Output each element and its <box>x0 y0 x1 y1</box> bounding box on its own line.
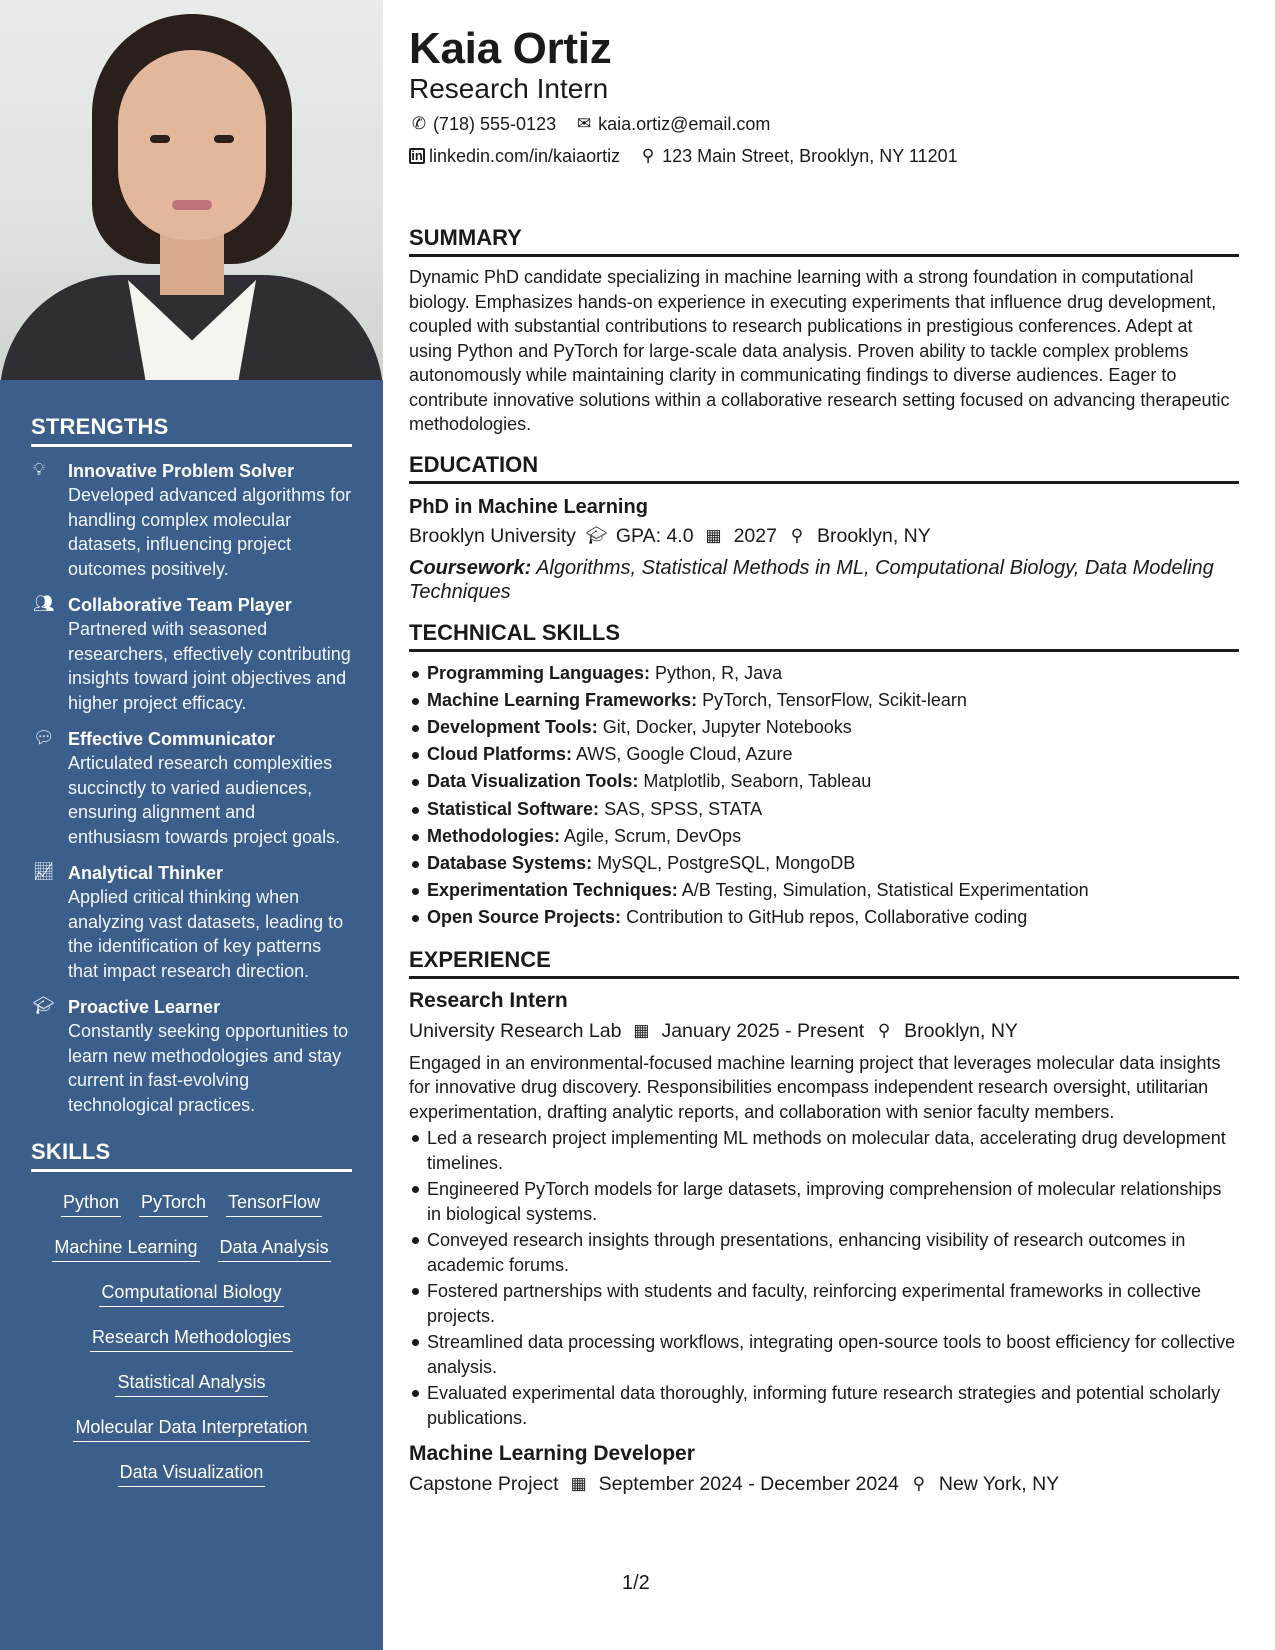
candidate-role: Research Intern <box>409 73 609 104</box>
skills-heading: SKILLS <box>31 1129 352 1172</box>
strength-item <box>31 593 352 715</box>
linkedin-text: linkedin.com/in/kaiaortiz <box>429 146 621 166</box>
skill-values: Matplotlib, Seaborn, Tableau <box>643 771 872 792</box>
technical-skill-item <box>409 904 1239 931</box>
strength-description: Articulated research complexities succinctly to varied audiences, ensuring alignment and enthusiasm towards project goals. <box>68 753 341 847</box>
job-meta <box>409 1470 1239 1498</box>
skill-values: MySQL, PostgreSQL, MongoDB <box>597 852 856 873</box>
skill-tag: Computational Biology <box>99 1280 283 1307</box>
strengths-list <box>31 459 352 1117</box>
skill-values: A/B Testing, Simulation, Statistical Experimentation <box>681 880 1089 901</box>
skill-values: Agile, Scrum, DevOps <box>564 825 742 846</box>
sidebar <box>0 0 383 1650</box>
skill-tag: Data Visualization <box>118 1460 266 1487</box>
strength-text <box>68 861 352 983</box>
skill-category: Cloud Platforms: <box>427 744 573 765</box>
job-bullet: Streamlined data processing workflows, integrating open-source tools to boost efficiency for collective analysis. <box>409 1330 1239 1379</box>
job-location: Brooklyn, NY <box>904 1019 1018 1042</box>
skill-row <box>31 1407 352 1452</box>
skill-category: Statistical Software: <box>427 798 600 819</box>
skill-category: Programming Languages: <box>427 662 651 683</box>
summary-heading: SUMMARY <box>409 224 1239 257</box>
technical-skill-item <box>409 877 1239 904</box>
skill-tag: Python <box>61 1190 121 1217</box>
calendar-icon: ▦ <box>705 525 722 545</box>
coursework <box>409 556 1239 605</box>
linkedin-contact[interactable] <box>409 144 620 168</box>
graduation-year: 2027 <box>733 524 777 547</box>
job-title: Machine Learning Developer <box>409 1442 695 1466</box>
skill-tag: Molecular Data Interpretation <box>73 1415 309 1442</box>
strength-title: Collaborative Team Player <box>68 595 292 615</box>
skill-values: AWS, Google Cloud, Azure <box>576 744 793 765</box>
strength-item <box>31 861 352 983</box>
job-bullet: Fostered partnerships with students and faculty, reinforcing experimental frameworks in collective projects. <box>409 1279 1239 1328</box>
skill-values: Git, Docker, Jupyter Notebooks <box>602 716 852 737</box>
map-marker-icon: ⚲ <box>790 525 804 545</box>
technical-skill-item <box>409 714 1239 741</box>
skill-tag: Data Analysis <box>218 1235 331 1262</box>
graduation-cap-icon: 🎓︎ <box>33 996 55 1015</box>
calendar-icon: ▦ <box>633 1020 650 1040</box>
graduation-cap-icon: 🎓︎ <box>585 525 608 545</box>
skill-row <box>31 1452 352 1497</box>
technical-skill-item <box>409 660 1239 687</box>
map-marker-icon: ⚲ <box>912 1474 926 1494</box>
summary-text: Dynamic PhD candidate specializing in machine learning with a strong foundation in computational biology. Emphasizes hands-on experience in executing experiments that influence drug development, coupled with substantial contributions to research publications in prestigious conferences. Adept at using Python and PyTorch for large-scale data analysis. Proven ability to tackle complex problems autonomously while maintaining clarity in communicating findings to diverse audiences. Eager to contribute innovative solutions within a collaborative research setting focused on advancing therapeutic methodologies. <box>409 267 1230 434</box>
skill-tag: Research Methodologies <box>90 1325 293 1352</box>
profile-photo <box>0 0 383 380</box>
skill-row <box>31 1362 352 1407</box>
job-title: Research Intern <box>409 988 568 1012</box>
skill-tag: TensorFlow <box>226 1190 322 1217</box>
job-org: University Research Lab <box>409 1019 622 1042</box>
calendar-icon: ▦ <box>570 1474 587 1494</box>
school-location: Brooklyn, NY <box>816 524 931 547</box>
skill-row <box>31 1182 352 1227</box>
strength-text <box>68 593 352 715</box>
coursework-label: Coursework: <box>409 556 532 579</box>
strengths-heading: STRENGTHS <box>31 380 352 447</box>
skill-row <box>31 1272 352 1317</box>
envelope-icon: ✉ <box>576 114 592 133</box>
job-dates: January 2025 - Present <box>661 1019 865 1042</box>
map-marker-icon: ⚲ <box>877 1020 891 1040</box>
skill-category: Development Tools: <box>427 716 598 737</box>
job-bullet: Evaluated experimental data thoroughly, informing future research strategies and potential scholarly publications. <box>409 1381 1239 1430</box>
phone-text: (718) 555-0123 <box>433 114 557 134</box>
skill-category: Experimentation Techniques: <box>427 880 678 901</box>
gpa: GPA: 4.0 <box>615 524 694 547</box>
skill-category: Database Systems: <box>427 852 593 873</box>
strength-description: Constantly seeking opportunities to learn new methodologies and stay current in fast-evolving technological practices. <box>68 1021 349 1115</box>
job-meta <box>409 1017 1239 1045</box>
strength-text <box>68 727 352 849</box>
job-dates: September 2024 - December 2024 <box>598 1473 899 1496</box>
main-content <box>409 0 1239 1498</box>
skill-values: Python, R, Java <box>655 662 783 683</box>
page-number: 1/2 <box>622 1572 650 1594</box>
skills-list <box>31 1182 352 1497</box>
job-bullets <box>409 1126 1239 1430</box>
contact-row-1 <box>409 112 1239 136</box>
strength-item <box>31 459 352 581</box>
candidate-name: Kaia Ortiz <box>409 24 612 73</box>
strength-description: Developed advanced algorithms for handling complex molecular datasets, influencing project outcomes positively. <box>68 485 352 579</box>
skill-tag: PyTorch <box>139 1190 208 1217</box>
strength-title: Proactive Learner <box>68 997 221 1017</box>
skill-values: Contribution to GitHub repos, Collaborative coding <box>626 907 1028 928</box>
contact-row-2 <box>409 144 1239 168</box>
job-description: Engaged in an environmental-focused machine learning project that leverages molecular data insights for innovative drug discovery. Responsibilities encompass independent research oversight, utilitarian experimentation, drafting analytic reports, and collaboration with senior faculty members. <box>409 1052 1221 1122</box>
education-meta <box>409 522 1239 550</box>
skill-category: Methodologies: <box>427 825 560 846</box>
linkedin-icon: in <box>409 148 425 164</box>
technical-skill-item <box>409 741 1239 768</box>
skill-category: Data Visualization Tools: <box>427 771 639 792</box>
map-marker-icon: ⚲ <box>641 146 655 165</box>
strength-text <box>68 459 352 581</box>
technical-skill-item <box>409 796 1239 823</box>
phone-contact[interactable] <box>409 112 556 136</box>
strength-item <box>31 995 352 1117</box>
line-chart-icon: 📈︎ <box>33 862 55 881</box>
phone-icon: ✆ <box>411 114 427 133</box>
strength-title: Effective Communicator <box>68 729 276 749</box>
technical-skills-list <box>409 660 1239 932</box>
technical-skill-item <box>409 687 1239 714</box>
strength-text <box>68 995 352 1117</box>
degree: PhD in Machine Learning <box>409 495 648 518</box>
users-icon: 👥︎ <box>33 594 55 613</box>
comment-icon: 💬︎ <box>33 728 55 747</box>
strength-title: Innovative Problem Solver <box>68 461 295 481</box>
job-org: Capstone Project <box>409 1473 559 1496</box>
job-location: New York, NY <box>938 1473 1060 1496</box>
coursework-text: Algorithms, Statistical Methods in ML, Computational Biology, Data Modeling Techniques <box>409 556 1214 603</box>
email-contact[interactable] <box>574 112 770 136</box>
strength-item <box>31 727 352 849</box>
address-contact <box>638 144 958 168</box>
strength-title: Analytical Thinker <box>68 863 224 883</box>
technical-skill-item <box>409 850 1239 877</box>
skill-values: PyTorch, TensorFlow, Scikit-learn <box>702 689 967 710</box>
skill-tag: Statistical Analysis <box>115 1370 267 1397</box>
experience-heading: EXPERIENCE <box>409 946 1239 979</box>
education-heading: EDUCATION <box>409 451 1239 484</box>
skill-tag: Machine Learning <box>52 1235 199 1262</box>
technical-skill-item <box>409 768 1239 795</box>
strength-description: Partnered with seasoned researchers, effectively contributing insights toward joint objectives and higher project efficacy. <box>68 619 351 713</box>
address-text: 123 Main Street, Brooklyn, NY 11201 <box>662 146 958 166</box>
technical-skills-heading: TECHNICAL SKILLS <box>409 619 1239 652</box>
job-bullet: Engineered PyTorch models for large datasets, improving comprehension of molecular relationships in biological systems. <box>409 1177 1239 1226</box>
lightbulb-icon: 💡︎ <box>33 460 45 479</box>
skill-category: Open Source Projects: <box>427 907 622 928</box>
technical-skill-item <box>409 823 1239 850</box>
job-bullet: Conveyed research insights through presentations, enhancing visibility of research outcomes in academic forums. <box>409 1228 1239 1277</box>
job-bullet: Led a research project implementing ML methods on molecular data, accelerating drug development timelines. <box>409 1126 1239 1175</box>
skill-values: SAS, SPSS, STATA <box>604 798 763 819</box>
skill-category: Machine Learning Frameworks: <box>427 689 698 710</box>
skill-row <box>31 1317 352 1362</box>
school: Brooklyn University <box>409 524 576 547</box>
email-text: kaia.ortiz@email.com <box>598 114 771 134</box>
strength-description: Applied critical thinking when analyzing vast datasets, leading to the identification of key patterns that impact research direction. <box>68 887 344 981</box>
skill-row <box>31 1227 352 1272</box>
